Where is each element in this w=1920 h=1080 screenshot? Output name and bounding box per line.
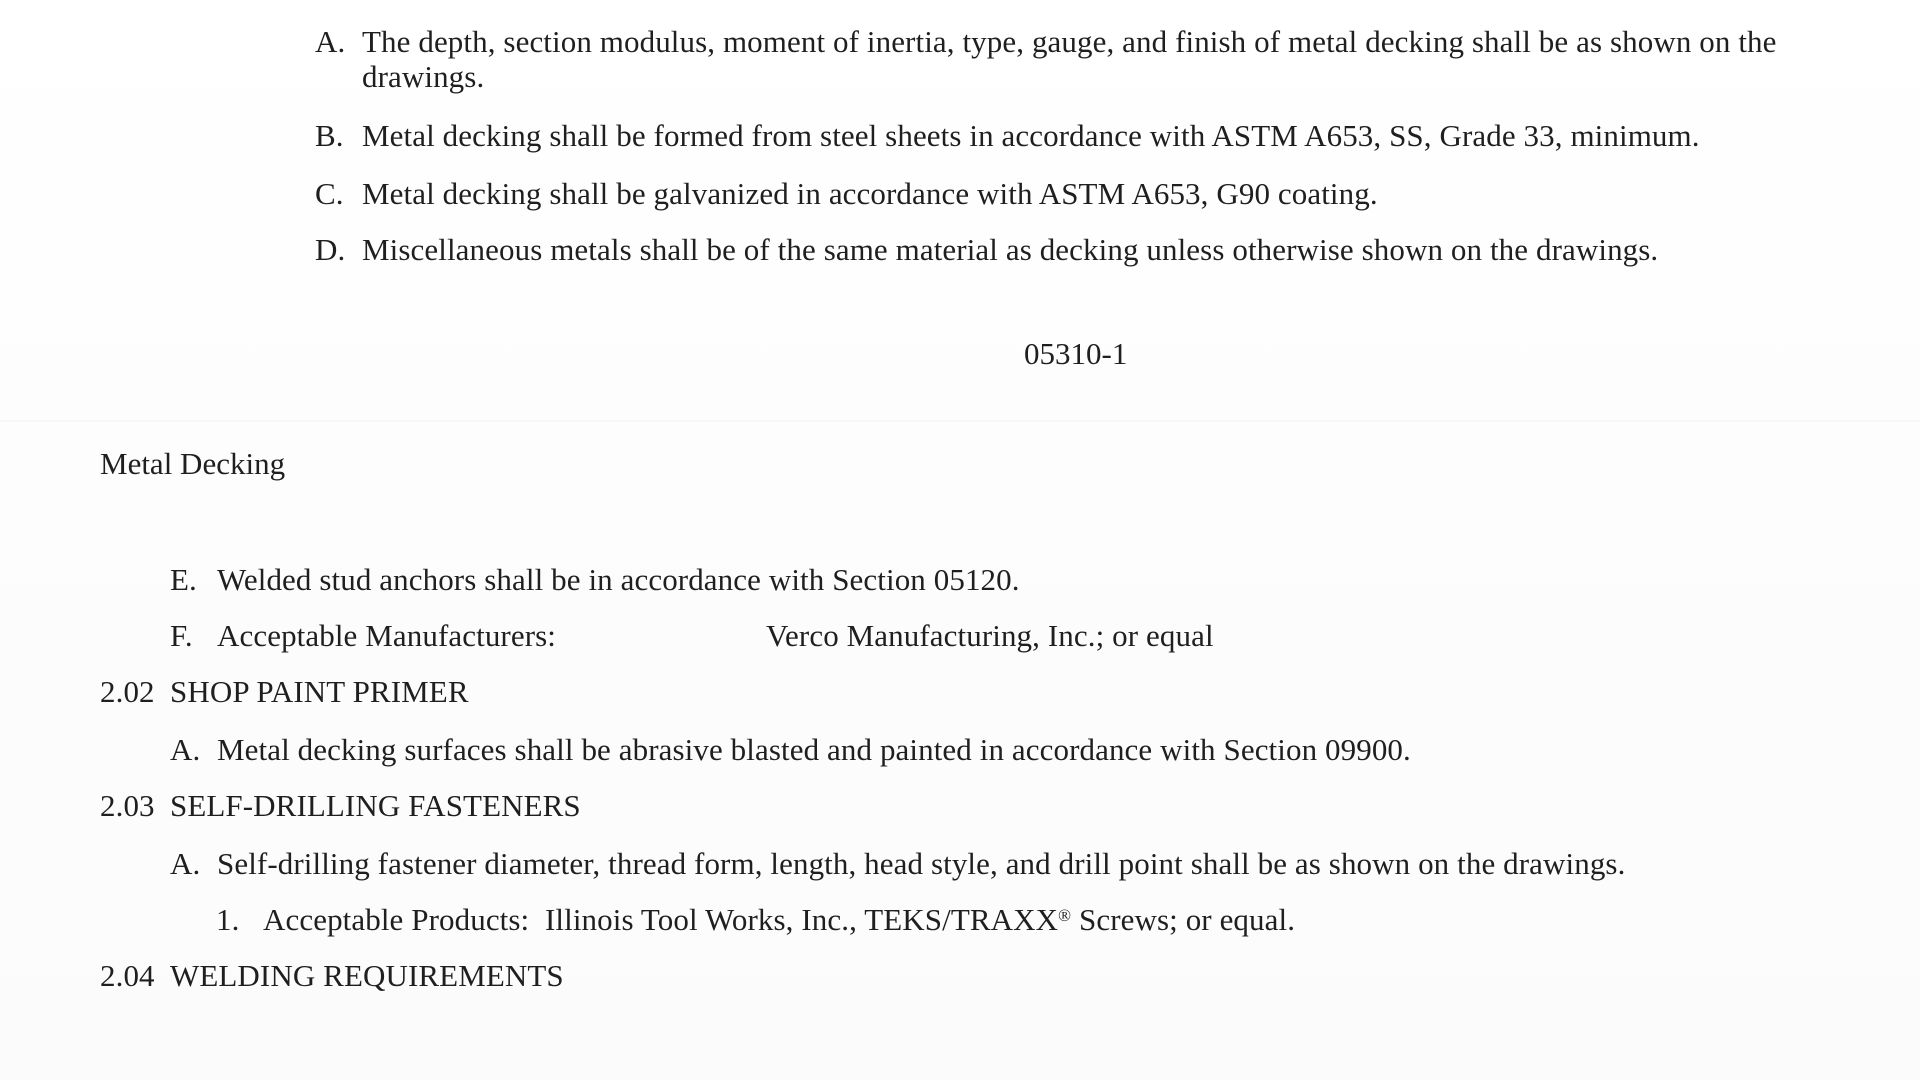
page-number: 05310-1 <box>1024 336 1128 371</box>
subitem-text-before: Illinois Tool Works, Inc., TEKS/TRAXX <box>544 902 1059 937</box>
subitem-text-after: Screws; or equal. <box>1071 902 1296 937</box>
item-text: Self-drilling fastener diameter, thread form, length, head style, and drill point shall be as shown on the drawings. <box>217 846 1626 881</box>
item-marker: A. <box>170 732 201 767</box>
section-title: WELDING REQUIREMENTS <box>170 958 564 993</box>
item-text: Welded stud anchors shall be in accordance with Section 05120. <box>217 562 1020 597</box>
item-text: Metal decking shall be galvanized in accordance with ASTM A653, G90 coating. <box>362 176 1378 211</box>
item-label: Acceptable Manufacturers: <box>217 618 557 653</box>
subitem-content <box>263 902 1295 938</box>
section-number: 2.03 <box>100 788 155 823</box>
item-text: The depth, section modulus, moment of inertia, type, gauge, and finish of metal decking shall be as shown on the <box>362 24 1777 59</box>
item-marker: D. <box>315 232 346 267</box>
item-text: Miscellaneous metals shall be of the same material as decking unless otherwise shown on the drawings. <box>362 232 1659 267</box>
item-text: Metal decking shall be formed from steel sheets in accordance with ASTM A653, SS, Grade 33, minimum. <box>362 118 1700 153</box>
section-number: 2.02 <box>100 674 155 709</box>
section-title: SELF-DRILLING FASTENERS <box>170 788 581 823</box>
item-marker: C. <box>315 176 344 211</box>
item-value: Verco Manufacturing, Inc.; or equal <box>766 618 1214 653</box>
item-marker: B. <box>315 118 344 153</box>
item-a-continuation: drawings. <box>362 59 485 94</box>
item-text: Metal decking surfaces shall be abrasive blasted and painted in accordance with Section 09900. <box>217 732 1411 767</box>
subitem-label: Acceptable Products: <box>263 902 530 937</box>
section-title: SHOP PAINT PRIMER <box>170 674 469 709</box>
item-marker: F. <box>170 618 193 653</box>
subitem-marker: 1. <box>216 902 240 937</box>
registered-mark: ® <box>1058 906 1072 925</box>
section-number: 2.04 <box>100 958 155 993</box>
item-marker: E. <box>170 562 197 597</box>
running-header: Metal Decking <box>100 446 286 481</box>
item-marker: A. <box>315 24 346 59</box>
page-break <box>0 420 1920 422</box>
item-marker: A. <box>170 846 201 881</box>
